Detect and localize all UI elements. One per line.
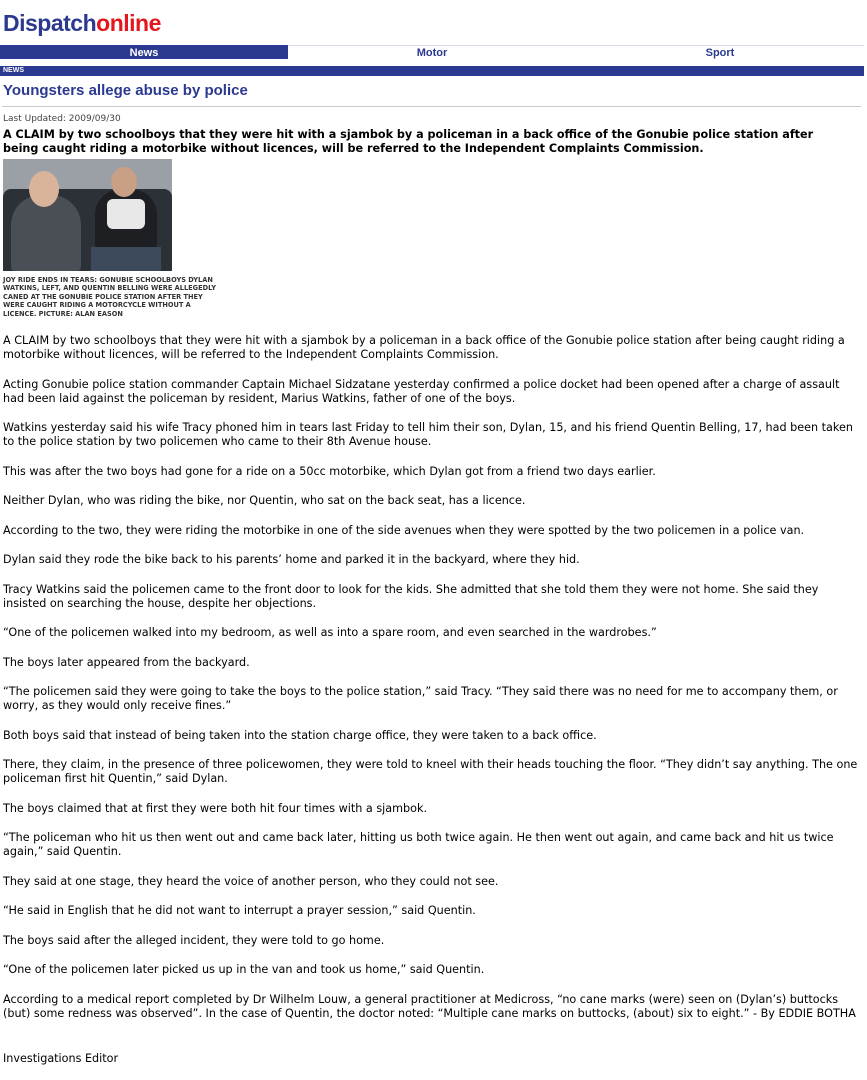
article-paragraph: Both boys said that instead of being taken into the station charge office, they were taken to a back office. (3, 728, 597, 742)
article-paragraph: “One of the policemen walked into my bedroom, as well as into a spare room, and even searched in the wardrobes.” (3, 626, 657, 639)
article-headline: Youngsters allege abuse by police (3, 82, 248, 99)
article-photo (3, 159, 172, 271)
logo-part-online: online (96, 10, 161, 36)
article-paragraph: They said at one stage, they heard the voice of another person, who they could not see. (3, 874, 499, 888)
article-paragraph: The boys later appeared from the backyard. (3, 655, 250, 669)
article-paragraph: Watkins yesterday said his wife Tracy phoned him in tears last Friday to tell him their son, Dylan, 15, and his friend Quentin Belling, 17, had been taken to the police station by two policemen who came to their 8th Avenue house. (3, 421, 853, 448)
main-nav (0, 45, 864, 59)
article-paragraph: The boys claimed that at first they were both hit four times with a sjambok. (3, 801, 428, 815)
article-paragraph: Neither Dylan, who was riding the bike, nor Quentin, who sat on the back seat, has a licence. (3, 494, 526, 507)
article-lede: A CLAIM by two schoolboys that they were hit with a sjambok by a policeman in a back office of the Gonubie police station after being caught riding a motorbike without licences, will be referred to the Independent Complaints Commission. (3, 128, 814, 155)
headline-divider (2, 106, 861, 107)
nav-tab-motor[interactable]: Motor (288, 45, 576, 59)
article-body (3, 334, 861, 1036)
site-logo[interactable] (3, 9, 161, 37)
section-label: NEWS (0, 66, 864, 76)
article-paragraph: According to the two, they were riding the motorbike in one of the side avenues when they were spotted by the two policemen in a police van. (3, 523, 805, 537)
article-paragraph: There, they claim, in the presence of three policewomen, they were told to kneel with their heads touching the floor. “They didn’t say anything. The one policeman first hit Quentin,” said Dylan. (3, 758, 858, 785)
nav-tab-sport[interactable]: Sport (576, 45, 864, 59)
nav-tab-news[interactable]: News (0, 45, 288, 59)
article-paragraph: Tracy Watkins said the policemen came to the front door to look for the kids. She admitted that she told them they were not home. She said they insisted on searching the house, despite her objections. (3, 582, 819, 610)
article-paragraph: Dylan said they rode the bike back to his parents’ home and parked it in the backyard, where they hid. (3, 553, 580, 566)
article-paragraph: A CLAIM by two schoolboys that they were hit with a sjambok by a policeman in a back office of the Gonubie police station after being caught riding a motorbike without licences, will be referred to the Independent Complaints Commission. (3, 334, 845, 361)
article-paragraph: Acting Gonubie police station commander Captain Michael Sidzatane yesterday confirmed a police docket had been opened after a charge of assault had been laid against the policeman by resident, Marius Watkins, father of one of the boys. (3, 377, 840, 405)
article-paragraph: The boys said after the alleged incident, they were told to go home. (3, 933, 385, 947)
logo-part-dispatch: Dispatch (3, 10, 97, 36)
photo-boy-left-head (29, 171, 59, 207)
article-paragraph: “He said in English that he did not want to interrupt a prayer session,” said Quentin. (3, 904, 476, 917)
last-updated: Last Updated: 2009/09/30 (3, 114, 121, 124)
article-paragraph: This was after the two boys had gone for a ride on a 50cc motorbike, which Dylan got from a friend two days earlier. (3, 464, 656, 478)
article-paragraph: “One of the policemen later picked us up in the van and took us home,” said Quentin. (3, 963, 485, 976)
article-paragraph: “The policeman who hit us then went out and came back later, hitting us both twice again. He then went out again, and came back and hit us twice again,” said Quentin. (3, 831, 834, 858)
author-title: Investigations Editor (3, 1052, 119, 1065)
article-paragraph: According to a medical report completed by Dr Wilhelm Louw, a general practitioner at Medicross, “no cane marks (were) seen on (Dylan’s) buttocks (but) some redness was observed”. In the case of Quentin, the doctor noted: “Multiple cane marks on buttocks, (about) six to eight.” - By EDDIE BOTHA (3, 992, 856, 1020)
photo-boy-right-shirt (107, 199, 145, 229)
article-paragraph: “The policemen said they were going to take the boys to the police station,” said Tracy. “They said there was no need for me to accompany them, or worry, as they would only receive fines.” (3, 685, 838, 712)
photo-caption: JOY RIDE ENDS IN TEARS: GONUBIE SCHOOLBOYS DYLAN WATKINS, LEFT, AND QUENTIN BELLING WERE ALLEGEDLY CANED AT THE GONUBIE POLICE STATION AFTER THEY WERE CAUGHT RIDING A MOTORCYCLE WITHOUT A LICENCE. PICTURE: ALAN EASON (3, 276, 217, 318)
photo-boy-right-head (111, 167, 137, 197)
photo-boy-right-legs (91, 247, 161, 271)
